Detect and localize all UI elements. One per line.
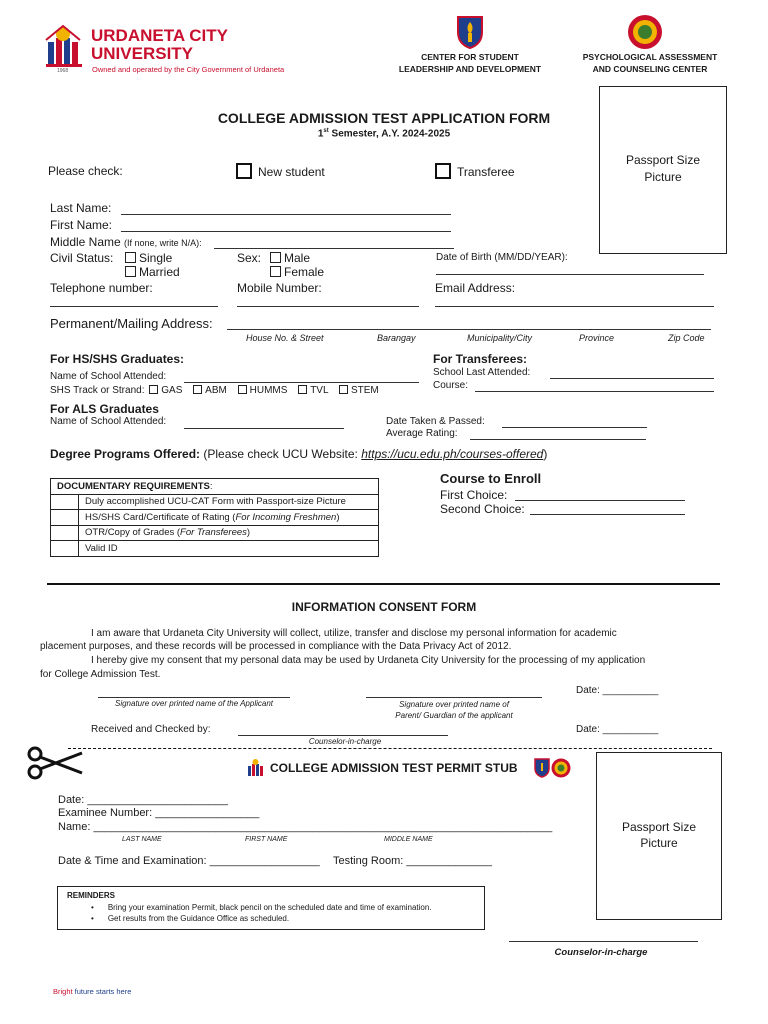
received-checked-field[interactable] xyxy=(238,735,448,736)
docs-check-cell-1[interactable] xyxy=(51,494,79,510)
avg-rating-label: Average Rating: xyxy=(386,428,458,439)
civil-status-label: Civil Status: xyxy=(50,251,114,265)
semester-num: 1 xyxy=(317,128,324,140)
married-option[interactable] xyxy=(125,265,180,279)
school-last-field[interactable] xyxy=(550,378,714,379)
university-name-line1: URDANETA CITY xyxy=(91,26,228,45)
course-label: Course: xyxy=(433,380,469,391)
consent-heading: INFORMATION CONSENT FORM xyxy=(291,600,477,614)
middle-name-note: (If none, write N/A): xyxy=(124,238,202,248)
semester-sup: st xyxy=(323,128,329,134)
docs-item-4-text: Valid ID xyxy=(85,542,118,554)
docs-heading-colon: : xyxy=(209,480,213,492)
middle-name-field[interactable] xyxy=(214,248,454,249)
applicant-signature-caption: Signature over printed name of the Applicant xyxy=(114,699,274,708)
last-name-label: Last Name: xyxy=(50,201,112,215)
strand-gas[interactable] xyxy=(149,385,182,396)
address-zip-label: Zip Code xyxy=(668,333,705,343)
center2-line1: PSYCHOLOGICAL ASSESSMENT xyxy=(582,52,718,62)
documentary-requirements-table xyxy=(50,478,379,557)
stub-middle-name-caption: MIDDLE NAME xyxy=(384,836,433,843)
male-option[interactable] xyxy=(270,251,310,265)
table-row xyxy=(51,541,379,557)
als-heading: For ALS Graduates xyxy=(50,402,159,416)
pacc-logo xyxy=(627,14,663,50)
semester-rest: Semester, A.Y. 2024-2025 xyxy=(328,128,451,140)
als-school-label: Name of School Attended: xyxy=(50,416,167,427)
consent-p1-line1: I am aware that Urdaneta City University will collect, utilize, transfer and disclose my personal information for academic xyxy=(91,628,617,639)
docs-item-1 xyxy=(79,494,379,510)
stub-first-name-caption: FIRST NAME xyxy=(245,836,288,843)
ucu-courses-link[interactable]: https://ucu.edu.ph/courses-offered xyxy=(361,447,544,461)
docs-check-cell-2[interactable] xyxy=(51,510,79,526)
passport-photo-label-1: Passport Size xyxy=(625,153,701,167)
last-name-field[interactable] xyxy=(121,214,451,215)
docs-item-2-end: ) xyxy=(336,511,340,523)
address-province-label: Province xyxy=(579,333,615,343)
stub-date-field[interactable]: Date: _______________________ xyxy=(58,794,229,806)
second-choice-field[interactable] xyxy=(530,514,685,515)
stub-datetime-field[interactable]: Date & Time and Examination: __________________ xyxy=(58,855,320,867)
cut-line xyxy=(68,748,712,749)
first-name-field[interactable] xyxy=(121,231,451,232)
address-house-label: House No. & Street xyxy=(246,333,324,343)
first-name-label: First Name: xyxy=(50,218,113,232)
section-divider xyxy=(47,583,720,585)
strand-tvl-label: TVL xyxy=(310,385,329,396)
new-student-label: New student xyxy=(258,165,325,179)
sex-label: Sex: xyxy=(237,251,262,265)
hs-school-field[interactable] xyxy=(184,382,419,383)
telephone-field[interactable] xyxy=(50,306,218,307)
strand-abm[interactable] xyxy=(193,385,227,396)
single-label: Single xyxy=(139,251,173,265)
course-enroll-heading: Course to Enroll xyxy=(440,471,542,486)
university-tagline: Owned and operated by the City Government of Urdaneta xyxy=(92,65,285,74)
course-field[interactable] xyxy=(475,391,714,392)
strand-stem-checkbox[interactable] xyxy=(339,385,348,394)
stub-examinee-field[interactable]: Examinee Number: _________________ xyxy=(58,807,260,819)
center1-line1: CENTER FOR STUDENT xyxy=(421,52,519,62)
stub-university-logo xyxy=(246,758,266,778)
single-option[interactable] xyxy=(125,251,172,265)
table-row xyxy=(51,494,379,510)
semester-line xyxy=(160,128,608,139)
second-choice-label: Second Choice: xyxy=(440,502,525,516)
date-taken-label: Date Taken & Passed: xyxy=(386,416,485,427)
hs-heading: For HS/SHS Graduates: xyxy=(50,352,185,366)
docs-item-3-text: OTR/Copy of Grades ( xyxy=(85,527,181,539)
stub-pacc-logo xyxy=(551,758,571,778)
middle-name-text: Middle Name xyxy=(50,235,121,249)
address-field[interactable] xyxy=(227,329,711,330)
married-label: Married xyxy=(139,265,180,279)
reminder-1 xyxy=(91,903,432,912)
consent-p1-line2: placement purposes, and these records will be processed in compliance with the Data Privacy Act of 2012. xyxy=(40,641,512,652)
center1-line2: LEADERSHIP AND DEVELOPMENT xyxy=(398,64,542,74)
strand-abm-checkbox[interactable] xyxy=(193,385,202,394)
bullet-icon: • xyxy=(91,914,94,923)
degree-programs-text: (Please check UCU Website: xyxy=(203,447,362,461)
docs-item-2-italic: For Incoming Freshmen xyxy=(235,511,337,523)
male-label: Male xyxy=(284,251,311,265)
hs-school-label: Name of School Attended: xyxy=(50,371,167,382)
parent-signature-caption-2: Parent/ Guardian of the applicant xyxy=(395,711,513,720)
reminders-heading: REMINDERS xyxy=(67,891,116,900)
docs-item-4 xyxy=(79,541,379,557)
strand-stem[interactable] xyxy=(339,385,379,396)
degree-programs-label: Degree Programs Offered: xyxy=(50,447,201,461)
dob-field[interactable] xyxy=(436,274,704,275)
transferee-checkbox[interactable] xyxy=(435,163,451,179)
als-school-field[interactable] xyxy=(184,428,344,429)
address-municipality-label: Municipality/City xyxy=(467,333,533,343)
strand-humms-checkbox[interactable] xyxy=(238,385,247,394)
docs-check-cell-4[interactable] xyxy=(51,541,79,557)
strand-gas-checkbox[interactable] xyxy=(149,385,158,394)
avg-rating-field[interactable] xyxy=(470,439,646,440)
strand-tvl[interactable] xyxy=(298,385,328,396)
reminder-1-text: Bring your examination Permit, black pencil on the scheduled date and time of examination. xyxy=(107,903,432,912)
footer-bright: Bright xyxy=(53,987,73,996)
applicant-signature-field[interactable] xyxy=(98,697,290,698)
stub-photo-label-2: Picture xyxy=(640,836,678,850)
reminder-2-text: Get results from the Guidance Office as scheduled. xyxy=(107,914,290,923)
footer-rest: future starts here xyxy=(72,987,132,996)
consent-date-1[interactable]: Date: __________ xyxy=(576,685,659,696)
footer-tagline xyxy=(53,987,131,996)
consent-p2-line1: I hereby give my consent that my personal data may be used by Urdaneta City University for the processing of my application xyxy=(91,655,646,666)
stub-counselor-caption: Counselor-in-charge xyxy=(554,947,648,958)
address-barangay-label: Barangay xyxy=(377,333,416,343)
parent-signature-field[interactable] xyxy=(366,697,542,698)
bullet-icon: • xyxy=(91,903,94,912)
middle-name-label xyxy=(50,235,202,249)
dob-label: Date of Birth (MM/DD/YEAR): xyxy=(436,252,568,263)
strand-humms[interactable] xyxy=(238,385,288,396)
logo-year: 1968 xyxy=(57,68,69,74)
stub-counselor-signature-field[interactable] xyxy=(509,941,698,942)
email-label: Email Address: xyxy=(435,281,516,295)
strand-tvl-checkbox[interactable] xyxy=(298,385,307,394)
degree-programs-line xyxy=(50,447,547,461)
consent-p2-line2: for College Admission Test. xyxy=(40,669,161,680)
transferee-heading: For Transferees: xyxy=(433,352,528,366)
docs-item-1-text: Duly accomplished UCU-CAT Form with Passport-size Picture xyxy=(85,496,346,508)
docs-check-cell-3[interactable] xyxy=(51,525,79,541)
married-checkbox[interactable] xyxy=(125,266,136,277)
university-logo xyxy=(44,24,86,72)
table-row xyxy=(51,510,379,526)
new-student-checkbox[interactable] xyxy=(236,163,252,179)
shs-track-label: SHS Track or Strand: xyxy=(50,385,145,396)
please-check-label: Please check: xyxy=(48,164,123,178)
email-field[interactable] xyxy=(435,306,714,307)
school-last-label: School Last Attended: xyxy=(433,367,531,378)
parent-signature-caption-1: Signature over printed name of xyxy=(399,700,509,709)
stub-name-field[interactable]: Name: ___________________________________________________________________________ xyxy=(58,821,553,833)
strand-gas-label: GAS xyxy=(161,385,183,396)
strand-stem-label: STEM xyxy=(350,385,379,396)
single-checkbox[interactable] xyxy=(125,252,136,263)
consent-date-2[interactable]: Date: __________ xyxy=(576,724,659,735)
counselor-caption: Counselor-in-charge xyxy=(308,737,382,746)
cfsld-logo xyxy=(455,14,485,50)
transferee-label: Transferee xyxy=(457,165,515,179)
docs-item-3-italic: For Transferees xyxy=(180,527,247,539)
first-choice-field[interactable] xyxy=(515,500,685,501)
female-option[interactable] xyxy=(270,265,324,279)
date-taken-field[interactable] xyxy=(502,427,647,428)
received-checked-label: Received and Checked by: xyxy=(91,724,211,735)
degree-programs-close: ) xyxy=(543,447,548,461)
stub-room-field[interactable]: Testing Room: ______________ xyxy=(333,855,493,867)
new-student-option[interactable] xyxy=(236,163,325,179)
strand-abm-label: ABM xyxy=(205,385,227,396)
docs-item-2 xyxy=(79,510,379,526)
stub-photo-label-1: Passport Size xyxy=(621,820,697,834)
passport-photo-label-2: Picture xyxy=(644,170,682,184)
female-label: Female xyxy=(284,265,325,279)
docs-heading-cell xyxy=(51,479,379,495)
shs-track-row xyxy=(50,385,379,396)
first-choice-label: First Choice: xyxy=(440,488,508,502)
transferee-option[interactable] xyxy=(435,163,515,179)
form-title: COLLEGE ADMISSION TEST APPLICATION FORM xyxy=(217,110,551,126)
mobile-label: Mobile Number: xyxy=(237,281,322,295)
address-label: Permanent/Mailing Address: xyxy=(50,316,213,331)
docs-item-2-text: HS/SHS Card/Certificate of Rating ( xyxy=(85,511,236,523)
docs-item-3 xyxy=(79,525,379,541)
female-checkbox[interactable] xyxy=(270,266,281,277)
center2-line2: AND COUNSELING CENTER xyxy=(592,64,708,74)
mobile-field[interactable] xyxy=(237,306,419,307)
stub-title: COLLEGE ADMISSION TEST PERMIT STUB xyxy=(270,761,518,775)
reminder-2 xyxy=(91,914,289,923)
telephone-label: Telephone number: xyxy=(50,281,153,295)
strand-humms-label: HUMMS xyxy=(249,385,288,396)
stub-last-name-caption: LAST NAME xyxy=(122,836,162,843)
docs-heading: DOCUMENTARY REQUIREMENTS xyxy=(57,480,210,492)
scissors-icon xyxy=(26,745,84,781)
docs-item-3-end: ) xyxy=(246,527,251,539)
university-name-line2: UNIVERSITY xyxy=(91,44,194,63)
stub-cfsld-logo xyxy=(534,758,550,778)
table-row xyxy=(51,525,379,541)
male-checkbox[interactable] xyxy=(270,252,281,263)
